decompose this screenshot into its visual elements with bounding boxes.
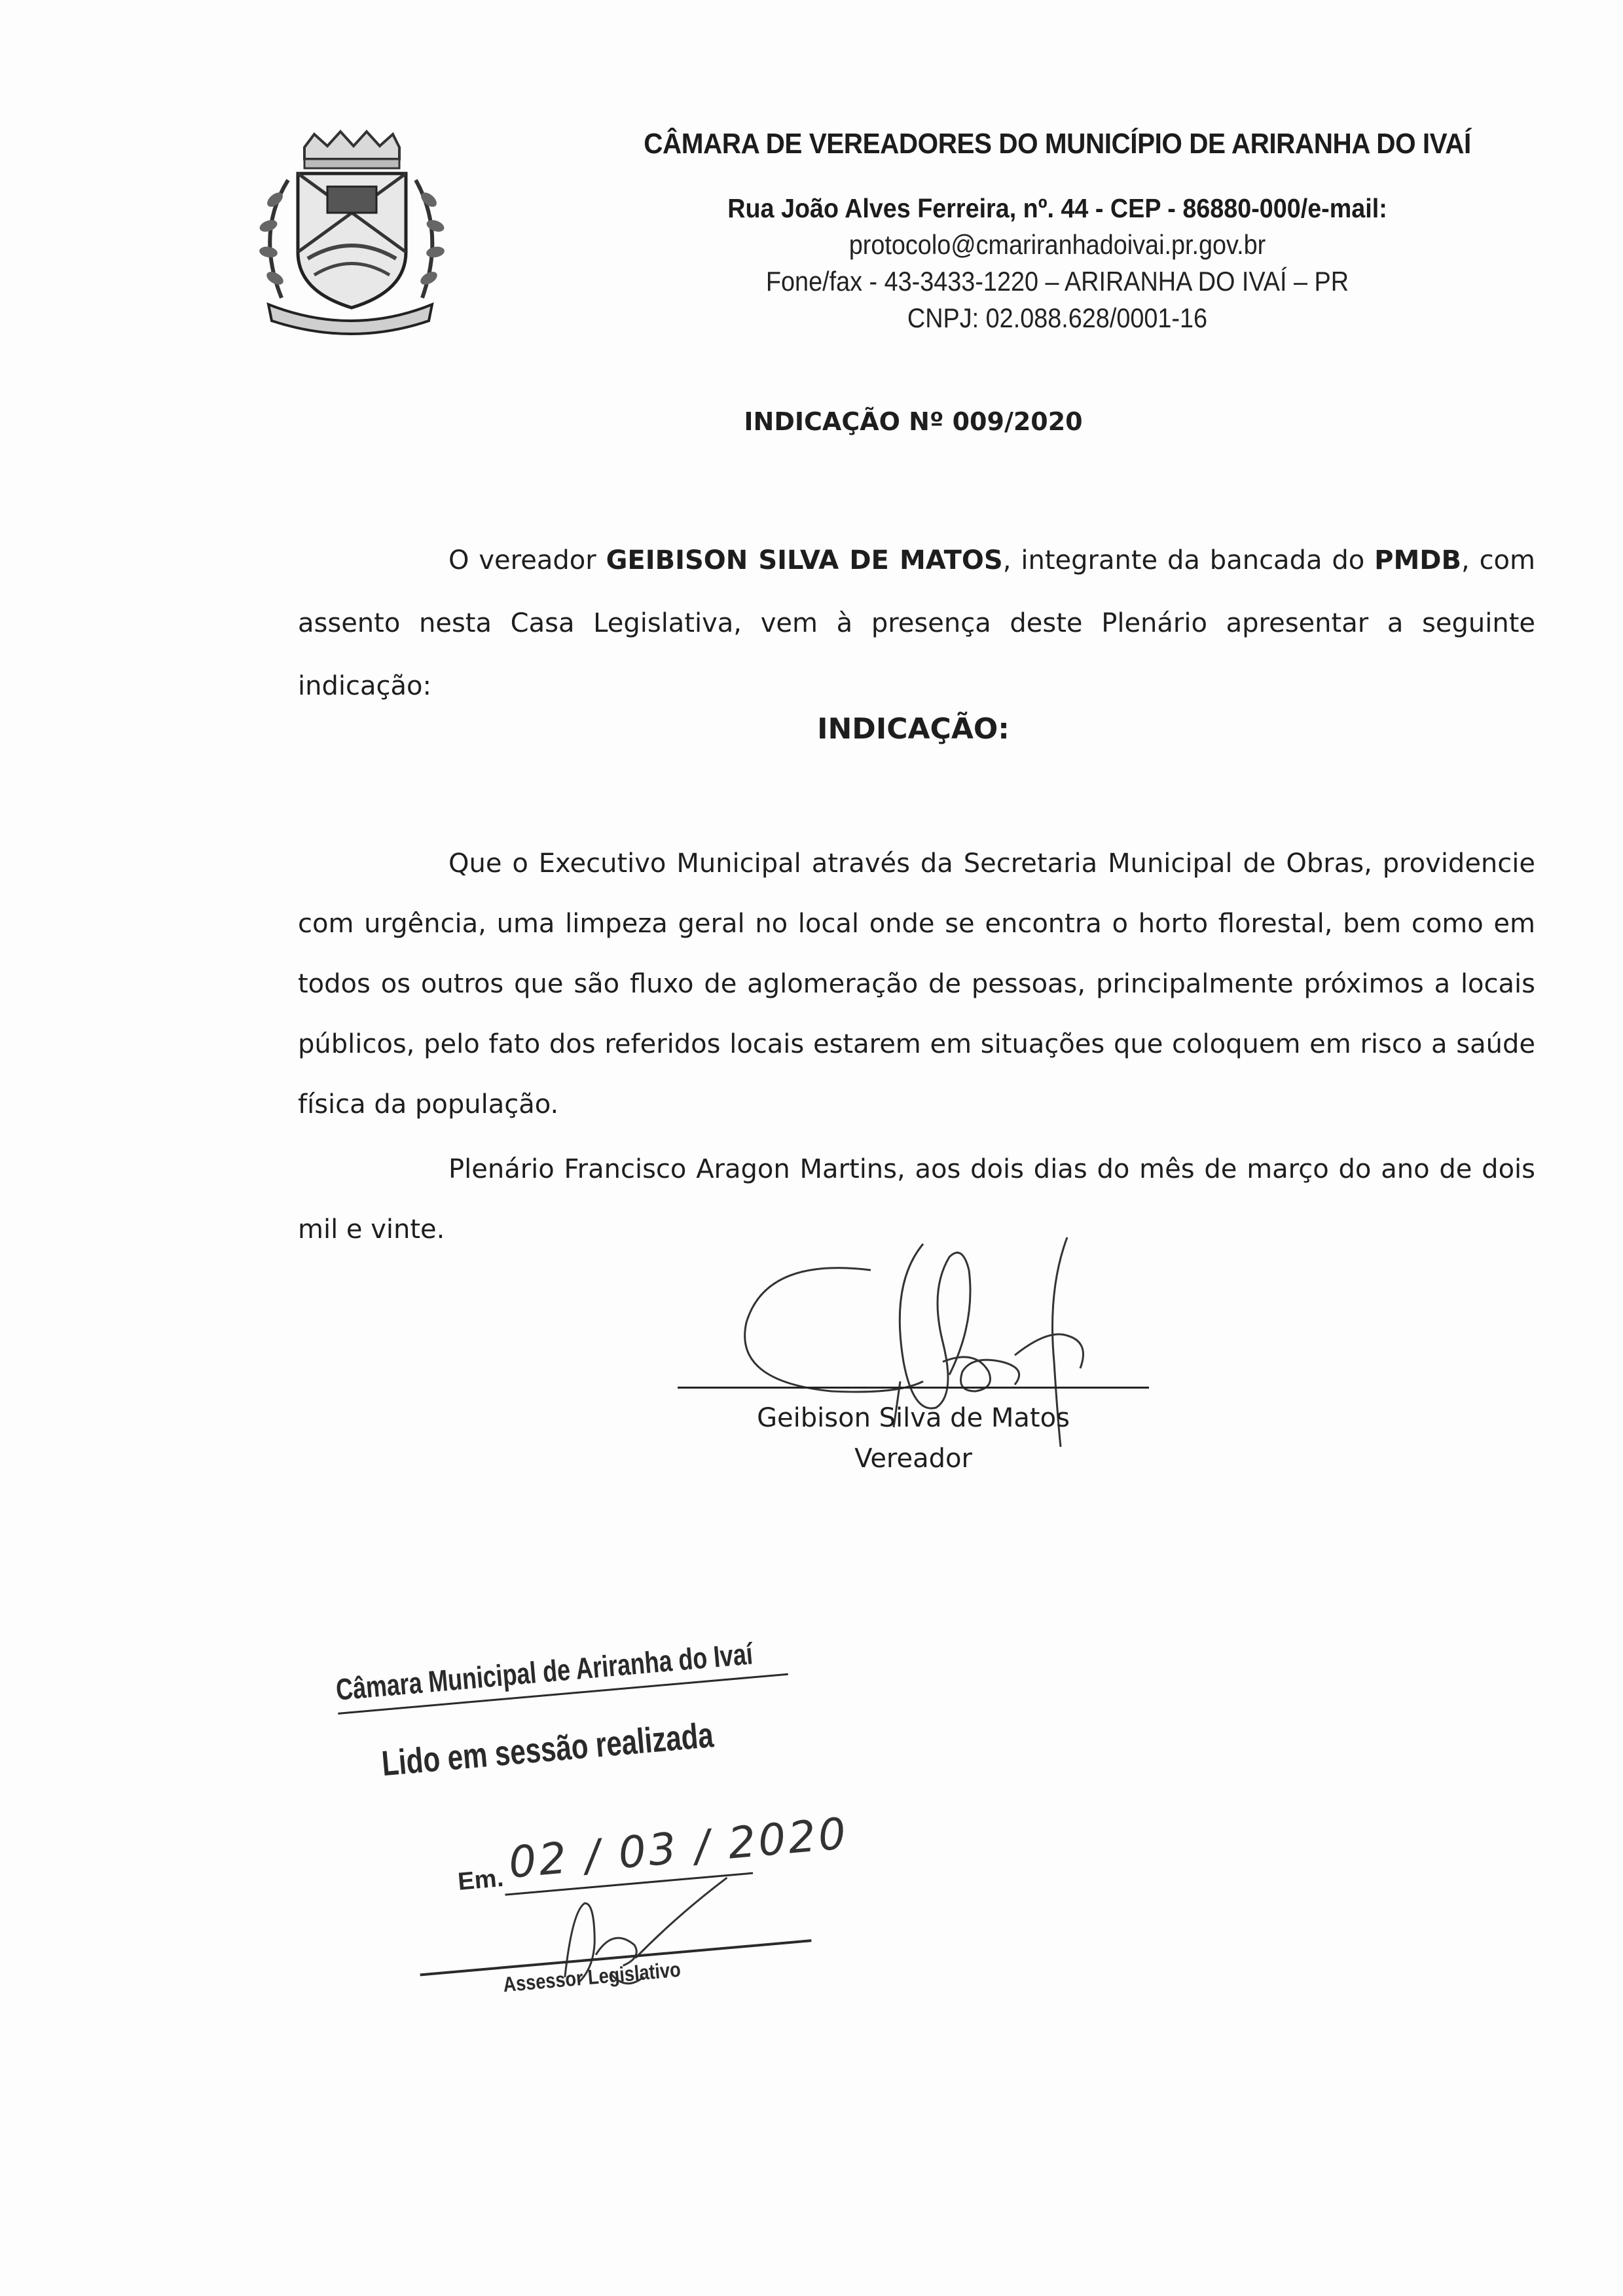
intro-paragraph bbox=[298, 529, 1535, 718]
section-heading: INDICAÇÃO: bbox=[817, 712, 1010, 746]
stamp-subtitle: Lido em sessão realizada bbox=[380, 1715, 716, 1784]
email-line: protocolo@cmariranhadoivai.pr.gov.br bbox=[848, 229, 1266, 260]
intro-suffix: , com assento nesta Casa Legislativa, vem à presença deste Plenário apresentar a seguinte indicação: bbox=[298, 545, 1535, 701]
signer-name: Geibison Silva de Matos bbox=[757, 1403, 1070, 1433]
intro-mid: , integrante da bancada do bbox=[1002, 545, 1375, 575]
main-paragraph: Que o Executivo Municipal através da Secretaria Municipal de Obras, providencie com urgência, uma limpeza geral no local onde se encontra o horto florestal, bem como em todos os outros que são fluxo de aglomeração de pessoas, principalmente próximos a locais públicos, pelo fato dos referidos locais estarem em situações que coloquem em risco a saúde física da população. bbox=[298, 848, 1535, 1120]
letterhead bbox=[589, 128, 1525, 334]
stamp-title: Câmara Municipal de Ariranha do Ivaí bbox=[334, 1636, 754, 1707]
reading-stamp bbox=[327, 1625, 850, 2018]
phone-line: Fone/fax - 43-3433-1220 – ARIRANHA DO IVAÍ – PR bbox=[765, 266, 1349, 297]
councillor-name: GEIBISON SILVA DE MATOS bbox=[606, 545, 1003, 575]
stamp-role: Assessor Legislativo bbox=[501, 1957, 682, 1997]
intro-prefix: O vereador bbox=[448, 545, 606, 575]
address-line: Rua João Alves Ferreira, nº. 44 - CEP - 86880-000/e-mail: bbox=[727, 193, 1387, 223]
stamp-date-label: Em. bbox=[456, 1864, 505, 1896]
municipal-coat-of-arms-icon bbox=[242, 128, 458, 337]
stamp-date-value: 02 / 03 / 2020 bbox=[506, 1808, 850, 1888]
document-number: INDICAÇÃO Nº 009/2020 bbox=[744, 407, 1083, 436]
cnpj-line: CNPJ: 02.088.628/0001-16 bbox=[907, 302, 1208, 333]
institution-name: CÂMARA DE VEREADORES DO MUNICÍPIO DE ARIRANHA DO IVAÍ bbox=[644, 128, 1471, 160]
signer-role: Vereador bbox=[854, 1444, 972, 1474]
party-name: PMDB bbox=[1374, 545, 1461, 575]
closing-paragraph: Plenário Francisco Aragon Martins, aos dois dias do mês de março do ano de dois mil e vinte. bbox=[298, 1154, 1535, 1245]
signature-line bbox=[678, 1387, 1149, 1389]
